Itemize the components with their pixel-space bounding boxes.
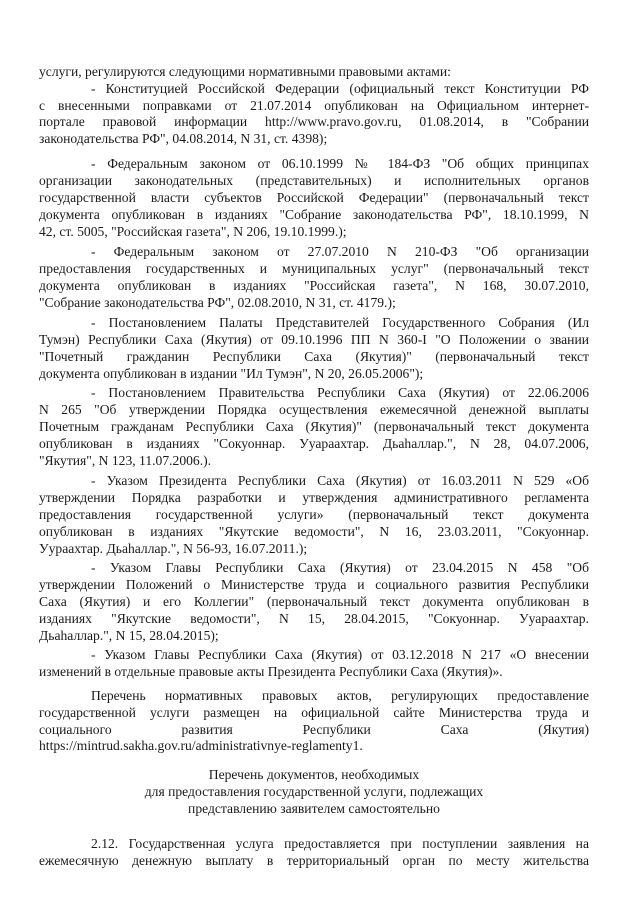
text-line: - Постановлением Правительства Республики Саха (Якутия) от 22.06.2006 — [91, 385, 589, 400]
text-line: N 265 "Об утверждении Порядка осуществления ежемесячной денежной выплаты — [39, 402, 589, 417]
text-line: - Конституцией Российской Федерации (официальный текст Конституции РФ — [91, 81, 589, 96]
text-line: - Указом Главы Республики Саха (Якутия) от 03.12.2018 N 217 «О внесении — [91, 647, 589, 662]
text-line: Почетным гражданам Республики Саха (Якутия)" (первоначальный текст документа — [39, 419, 589, 434]
text-line: 2.12. Государственная услуга предоставляется при поступлении заявления на — [91, 836, 589, 851]
text-line: изменений в отдельные правовые акты Президента Республики Саха (Якутия)». — [39, 664, 503, 679]
text-line: документа опубликован в издании "Ил Тумэн", N 20, 26.05.2006"); — [39, 366, 424, 381]
text-line: Дьаһаллар.", N 15, 28.04.2015); — [39, 628, 219, 643]
text-line: - Федеральным законом от 27.07.2010 N 210-ФЗ "Об организации — [91, 244, 589, 259]
text-line: предоставления государственных и муниципальных услуг" (первоначальный текст — [39, 261, 589, 276]
text-line: "Почетный гражданин Республики Саха (Якутия)" (первоначальный текст — [39, 349, 589, 364]
text-line: Перечень документов, необходимых — [208, 767, 420, 782]
text-line: опубликован в изданиях "Сокуоннар. Ууараахтар. Дьаһаллар.", N 28, 04.07.2006, — [39, 436, 589, 451]
text-line: документа опубликован в изданиях "Собрание законодательства РФ", 18.10.1999, N — [39, 207, 589, 222]
text-line: услуги, регулируются следующими нормативными правовыми актами: — [39, 64, 451, 79]
text-line: государственной власти субъектов Российской Федерации" (первоначальный текст — [39, 190, 589, 205]
text-line: утверждении Порядка разработки и утверждения административного регламента — [39, 490, 589, 505]
text-line: государственной услуги размещен на официальной сайте Министерства труда и — [39, 705, 589, 720]
text-line: ежемесячную денежную выплату в территориальный орган по месту жительства — [39, 853, 589, 868]
text-line: портале правовой информации http://www.pravo.gov.ru, 01.08.2014, в "Собрании — [39, 114, 589, 129]
text-line: Перечень нормативных правовых актов, регулирующих предоставление — [91, 688, 589, 703]
text-line: https://mintrud.sakha.gov.ru/administrativnye-reglamenty1. — [39, 738, 363, 753]
text-line: предоставления государственной услуги» (первоначальный текст документа — [39, 507, 589, 522]
text-line: представлению заявителем самостоятельно — [188, 801, 440, 816]
text-line: утверждении Положений о Министерстве труда и социального развития Республики — [39, 577, 589, 592]
text-line: - Федеральным законом от 06.10.1999 № 184-ФЗ "Об общих принципах — [91, 156, 589, 171]
text-line: Саха (Якутия) и его Коллегии" (первоначальный текст документа опубликован в — [39, 594, 589, 609]
text-line: - Указом Президента Республики Саха (Якутия) от 16.03.2011 N 529 «Об — [91, 473, 589, 488]
text-line: для предоставления государственной услуги, подлежащих — [144, 784, 484, 799]
text-line: Тумэн) Республики Саха (Якутия) от 09.10.1996 ПП N 360-I "О Положении о звании — [39, 332, 589, 347]
text-line: опубликован в изданиях "Якутские ведомости", N 16, 23.03.2011, "Сокуоннар. — [39, 524, 589, 539]
text-line: "Якутия", N 123, 11.07.2006.). — [39, 453, 212, 468]
text-line: 42, ст. 5005, "Российская газета", N 206, 19.10.1999.); — [39, 224, 347, 239]
text-line: законодательства РФ", 04.08.2014, N 31, ст. 4398); — [39, 131, 328, 146]
text-line: организации законодательных (представительных) и исполнительных органов — [39, 173, 589, 188]
text-line: - Постановлением Палаты Представителей Государственного Собрания (Ил — [91, 315, 589, 330]
text-line: Уураахтар. Дьаһаллар.", N 56-93, 16.07.2011.); — [39, 541, 308, 556]
text-line: изданиях "Якутские ведомости", N 15, 28.04.2015, "Сокуоннар. Ууараахтар. — [39, 611, 589, 626]
text-line: "Собрание законодательства РФ", 02.08.2010, N 31, ст. 4179.); — [39, 295, 396, 310]
text-line: - Указом Главы Республики Саха (Якутия) от 23.04.2015 N 458 "Об — [91, 560, 589, 575]
text-line: социального развития Республики Саха (Якутия) — [39, 722, 589, 737]
text-line: с внесенными поправками от 21.07.2014 опубликован на Официальном интернет- — [39, 98, 589, 113]
text-line: документа опубликован в изданиях "Российская газета", N 168, 30.07.2010, — [39, 278, 589, 293]
